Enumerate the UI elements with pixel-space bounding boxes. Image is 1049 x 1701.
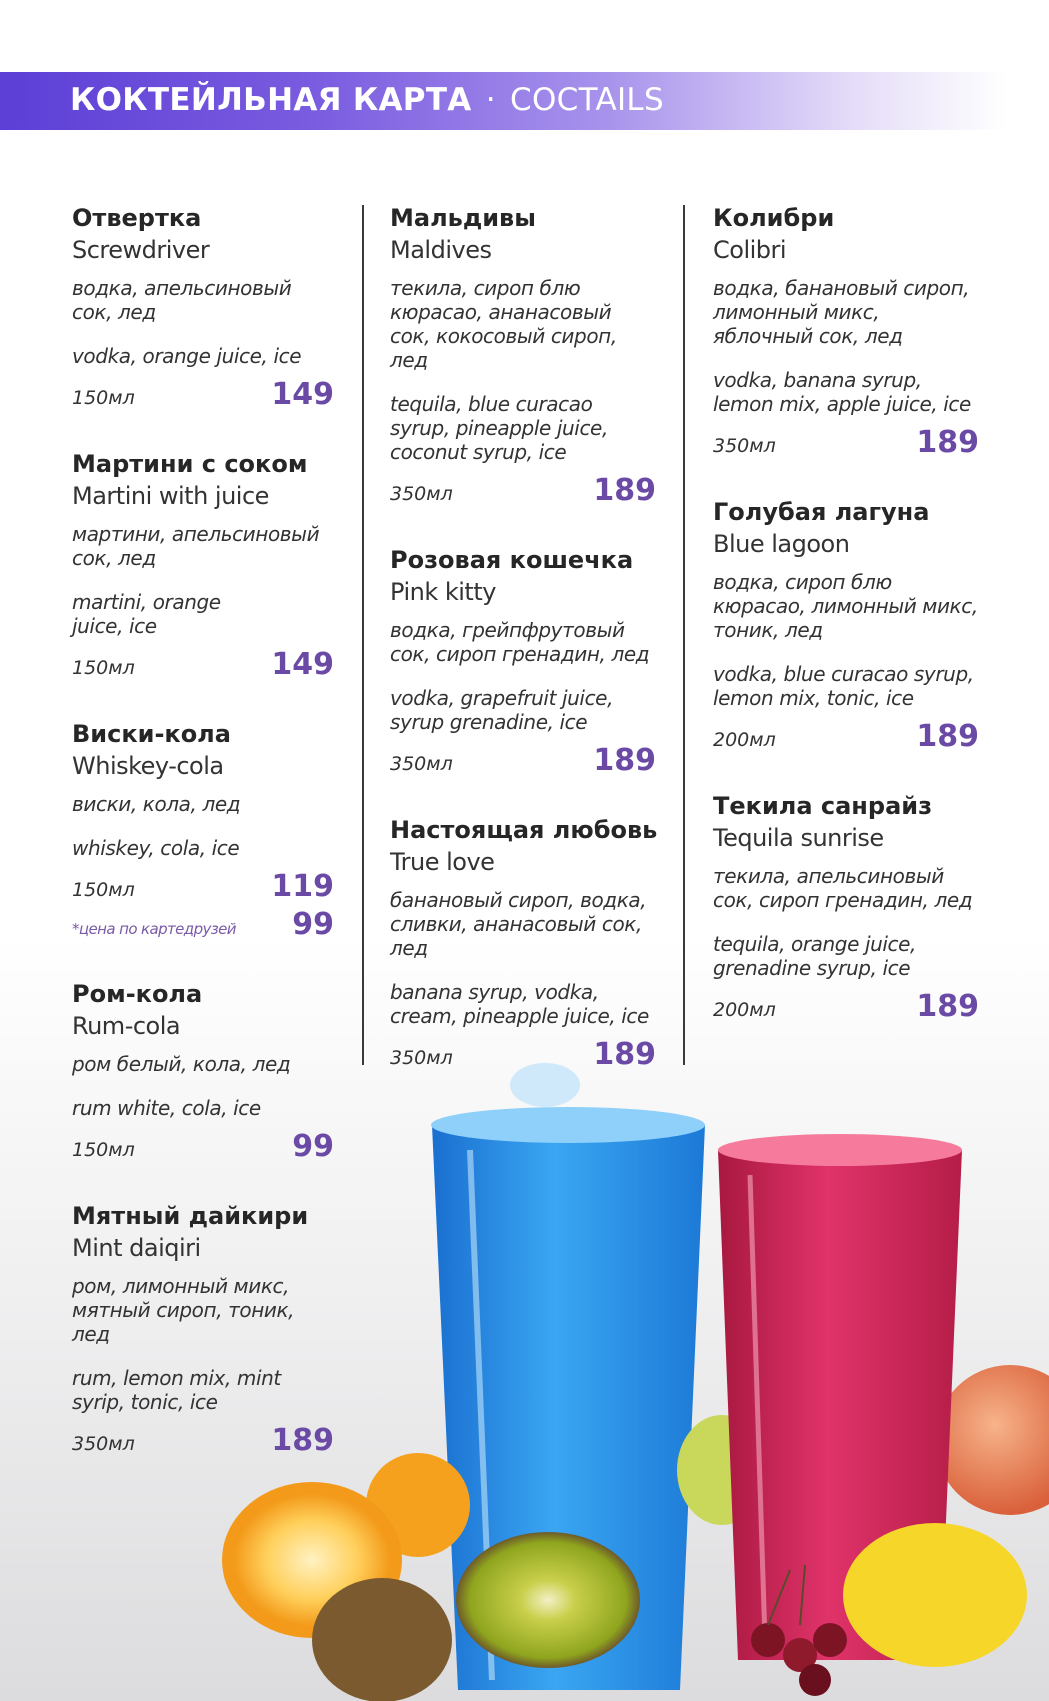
- title-separator: ·: [485, 82, 496, 118]
- column-divider-1: [362, 205, 364, 1065]
- item-volume: 150мл: [72, 387, 135, 409]
- item-volume: 350мл: [390, 1047, 453, 1069]
- item-name-en: Rum-cola: [72, 1012, 181, 1040]
- menu-item: [72, 718, 334, 942]
- title-ru: КОКТЕЙЛЬНАЯ КАРТА: [70, 82, 472, 118]
- item-desc-ru: водка, сироп блю кюрасао, лимонный микс, тоник, лед: [713, 570, 978, 642]
- item-volume: 150мл: [72, 1139, 135, 1161]
- item-desc-en: tequila, orange juice, grenadine syrup, ice: [713, 932, 916, 980]
- item-name-ru: Мальдивы: [390, 204, 536, 232]
- item-price: 189: [916, 719, 979, 754]
- item-desc-ru: водка, апельсиновый сок, лед: [72, 276, 292, 324]
- item-desc-en: vodka, banana syrup, lemon mix, apple juice, ice: [713, 368, 971, 416]
- cherries-icon: [751, 1565, 847, 1696]
- item-desc-ru: текила, апельсиновый сок, сироп гренадин, лед: [713, 864, 973, 912]
- item-desc-en: vodka, grapefruit juice, syrup grenadine, ice: [390, 686, 614, 734]
- item-name-en: Pink kitty: [390, 578, 496, 606]
- lemon-icon: [843, 1523, 1027, 1667]
- item-volume: 200мл: [713, 729, 776, 751]
- menu-item: [390, 202, 656, 508]
- item-desc-ru: банановый сироп, водка, сливки, ананасовый сок, лед: [390, 888, 647, 960]
- item-name-en: True love: [390, 848, 495, 876]
- item-price: 189: [593, 743, 656, 778]
- item-name-en: Martini with juice: [72, 482, 269, 510]
- kiwi-icon: [312, 1532, 640, 1701]
- menu-item: [713, 202, 979, 460]
- item-name-ru: Отвертка: [72, 204, 202, 232]
- menu-item: [72, 1200, 334, 1458]
- item-price: 149: [271, 377, 334, 412]
- item-price: 149: [271, 647, 334, 682]
- red-cocktail-glass-icon: [718, 1134, 962, 1660]
- item-name-ru: Голубая лагуна: [713, 498, 930, 526]
- item-volume: 350мл: [390, 753, 453, 775]
- item-desc-en: tequila, blue curacao syrup, pineapple juice, coconut syrup, ice: [390, 392, 608, 464]
- friends-card-note: *цена по картедрузей: [72, 920, 236, 938]
- item-desc-ru: ром белый, кола, лед: [72, 1052, 291, 1076]
- item-volume: 350мл: [72, 1433, 135, 1455]
- item-name-en: Mint daiqiri: [72, 1234, 201, 1262]
- item-desc-ru: текила, сироп блю кюрасао, ананасовый сок, кокосовый сироп, лед: [390, 276, 617, 372]
- item-price: 119: [271, 869, 334, 904]
- item-desc-en: martini, orange juice, ice: [72, 590, 221, 638]
- menu-item: [72, 978, 334, 1164]
- menu-item: [390, 544, 656, 778]
- apple-icon: [677, 1415, 767, 1525]
- item-desc-en: vodka, orange juice, ice: [72, 344, 302, 368]
- item-name-ru: Текила санрайз: [713, 792, 933, 820]
- item-desc-en: vodka, blue curacao syrup, lemon mix, tonic, ice: [713, 662, 974, 710]
- item-desc-en: rum, lemon mix, mint syrip, tonic, ice: [72, 1366, 281, 1414]
- item-name-en: Colibri: [713, 236, 787, 264]
- item-name-ru: Мятный дайкири: [72, 1202, 309, 1230]
- item-volume: 150мл: [72, 879, 135, 901]
- item-volume: 150мл: [72, 657, 135, 679]
- menu-item: [713, 790, 979, 1024]
- item-price: 189: [271, 1423, 334, 1458]
- item-volume: 200мл: [713, 999, 776, 1021]
- item-desc-ru: водка, банановый сироп, лимонный микс, яблочный сок, лед: [713, 276, 970, 348]
- menu-column-3: [713, 202, 979, 1060]
- item-name-ru: Колибри: [713, 204, 835, 232]
- menu-item: [390, 814, 656, 1072]
- item-name-ru: Розовая кошечка: [390, 546, 634, 574]
- header-banner: [0, 72, 1049, 130]
- page-title: [70, 82, 664, 118]
- item-desc-ru: водка, грейпфрутовый сок, сироп гренадин, лед: [390, 618, 650, 666]
- item-desc-ru: виски, кола, лед: [72, 792, 241, 816]
- orange-icon: [366, 1453, 470, 1557]
- item-price: 189: [916, 989, 979, 1024]
- friends-card-price: 99: [292, 907, 334, 942]
- item-name-ru: Ром-кола: [72, 980, 203, 1008]
- title-en: COCTAILS: [510, 82, 664, 118]
- menu-column-1: [72, 202, 334, 1494]
- column-divider-2: [683, 205, 685, 1065]
- item-name-en: Whiskey-cola: [72, 752, 224, 780]
- menu-column-2: [390, 202, 656, 1108]
- menu-item: [713, 496, 979, 754]
- item-price: 189: [593, 1037, 656, 1072]
- orange-slice-icon: [222, 1482, 402, 1638]
- item-price: 99: [292, 1129, 334, 1164]
- blue-cocktail-glass-icon: [431, 1063, 705, 1690]
- item-price: 189: [916, 425, 979, 460]
- item-volume: 350мл: [713, 435, 776, 457]
- menu-item: [72, 202, 334, 412]
- item-volume: 350мл: [390, 483, 453, 505]
- item-desc-en: whiskey, cola, ice: [72, 836, 240, 860]
- item-name-en: Maldives: [390, 236, 492, 264]
- item-name-en: Screwdriver: [72, 236, 210, 264]
- item-name-ru: Мартини с соком: [72, 450, 308, 478]
- item-desc-en: banana syrup, vodka, cream, pineapple juice, ice: [390, 980, 649, 1028]
- item-name-en: Tequila sunrise: [713, 824, 884, 852]
- item-name-ru: Настоящая любовь: [390, 816, 658, 844]
- grapefruit-icon: [935, 1365, 1049, 1515]
- item-name-ru: Виски-кола: [72, 720, 231, 748]
- item-desc-ru: ром, лимонный микс, мятный сироп, тоник, лед: [72, 1274, 295, 1346]
- item-desc-ru: мартини, апельсиновый сок, лед: [72, 522, 320, 570]
- item-price: 189: [593, 473, 656, 508]
- menu-item: [72, 448, 334, 682]
- item-desc-en: rum white, cola, ice: [72, 1096, 261, 1120]
- item-name-en: Blue lagoon: [713, 530, 850, 558]
